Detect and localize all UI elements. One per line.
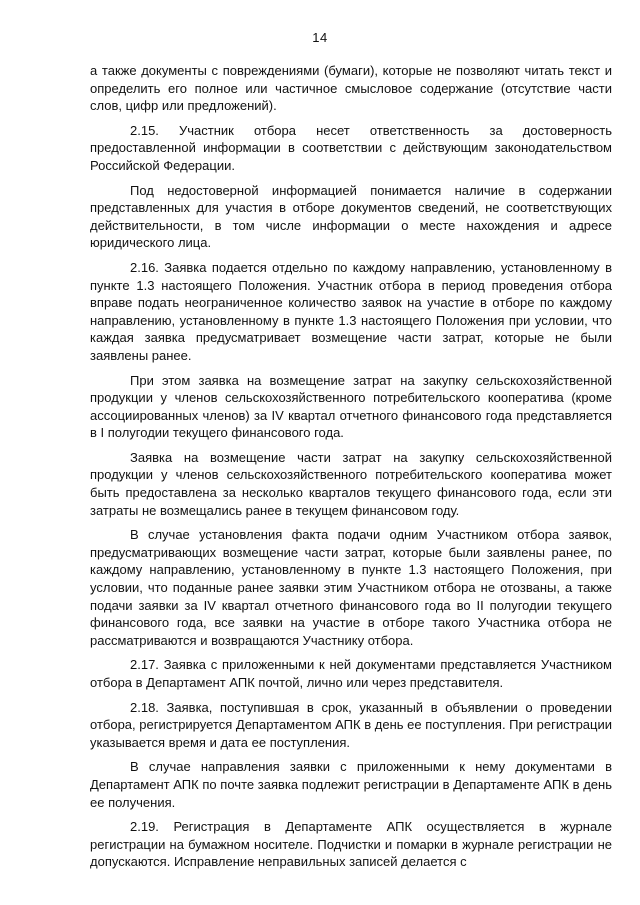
paragraph-definition-false-info: Под недостоверной информацией понимается наличие в содержании представленных для участия в отборе документов сведений, не соответствующих действительности, в том числе информации о месте нахождения и адресе юридического лица. — [90, 182, 612, 251]
paragraph-continuation: а также документы с повреждениями (бумаги), которые не позволяют читать текст и определить его полное или частичное смысловое содержание (отсутствие части слов, цифр или предложений). — [90, 63, 612, 114]
document-body — [90, 62, 612, 871]
page-number: 14 — [312, 30, 328, 45]
paragraph-2-15: 2.15. Участник отбора несет ответственность за достоверность предоставленной информации в соответствии с действующим законодательством Российской Федерации. — [90, 122, 612, 173]
paragraph-multiple-quarters: Заявка на возмещение части затрат на закупку сельскохозяйственной продукции у членов сельскохозяйственного потребительского кооператива может быть предоставлена за несколько кварталов текущего финансового года, если эти затраты не возмещались ранее в текущем финансовом году. — [90, 449, 612, 518]
paragraph-2-19: 2.19. Регистрация в Департаменте АПК осуществляется в журнале регистрации на бумажном носителе. Подчистки и помарки в журнале регистрации не допускаются. Исправление неправильных записей делается с — [90, 819, 612, 870]
paragraph-duplicate-applications: В случае установления факта подачи одним Участником отбора заявок, предусматривающих возмещение части затрат, которые были заявлены ранее, по каждому направлению, установленному в пункте 1.3 настоящего Положения, при условии, что поданные ранее заявки этим Участником отбора не отозваны, а также подачи заявки за IV квартал отчетного финансового года во II полугодии текущего финансового года, все заявки на участие в отборе такого Участника отбора не рассматриваются и возвращаются Участнику отбора. — [90, 527, 612, 648]
paragraph-postal-registration: В случае направления заявки с приложенными к нему документами в Департамент АПК по почте заявка подлежит регистрации в Департаменте АПК в день ее получения. — [90, 759, 612, 810]
paragraph-q4-application: При этом заявка на возмещение затрат на закупку сельскохозяйственной продукции у членов сельскохозяйственного потребительского кооператива (кроме ассоциированных членов) за IV квартал отчетного финансового года представляется в I полугодии текущего финансового года. — [90, 372, 612, 441]
paragraph-2-18: 2.18. Заявка, поступившая в срок, указанный в объявлении о проведении отбора, регистрируется Департаментом АПК в день ее поступления. При регистрации указывается время и дата ее поступления. — [90, 699, 612, 750]
paragraph-2-16: 2.16. Заявка подается отдельно по каждому направлению, установленному в пункте 1.3 настоящего Положения. Участник отбора в период проведения отбора вправе подать неограниченное количество заявок на участие в отборе по каждому направлению, установленному в пункте 1.3 настоящего Положения при условии, что каждая заявка предусматривает возмещение части затрат, которые не были заявлены ранее. — [90, 259, 612, 363]
paragraph-2-17: 2.17. Заявка с приложенными к ней документами представляется Участником отбора в Департамент АПК почтой, лично или через представителя. — [90, 657, 612, 690]
